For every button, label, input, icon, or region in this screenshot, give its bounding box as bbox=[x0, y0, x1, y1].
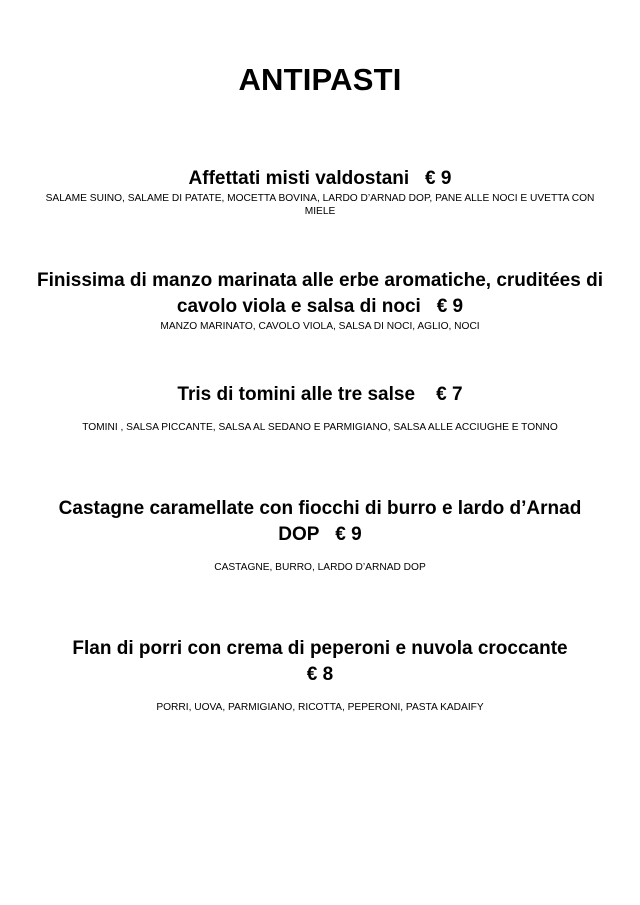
dish-price: € 9 bbox=[436, 296, 464, 317]
menu-item-affettati bbox=[30, 166, 610, 218]
dish-name bbox=[30, 636, 610, 688]
dish-name bbox=[30, 166, 610, 192]
menu-item-flan-porri bbox=[30, 636, 610, 714]
page-title: ANTIPASTI bbox=[238, 62, 402, 97]
menu-item-castagne bbox=[30, 496, 610, 574]
dish-price: € 9 bbox=[335, 524, 362, 545]
dish-ingredients: SALAME SUINO, SALAME DI PATATE, MOCETTA BOVINA, LARDO D’ARNAD DOP, PANE ALLE NOCI E UVETTA CON MIELE bbox=[45, 193, 595, 217]
dish-ingredients: TOMINI , SALSA PICCANTE, SALSA AL SEDANO E PARMIGIANO, SALSA ALLE ACCIUGHE E TONNO bbox=[82, 422, 558, 433]
dish-name-text: Tris di tomini alle tre salse bbox=[177, 384, 416, 405]
dish-name bbox=[30, 382, 610, 408]
menu-item-tris-tomini bbox=[30, 382, 610, 434]
dish-name-text: Affettati misti valdostani bbox=[188, 168, 410, 189]
menu-item-finissima bbox=[30, 268, 610, 333]
dish-price: € 9 bbox=[425, 168, 452, 189]
dish-price: € 7 bbox=[436, 384, 463, 405]
dish-ingredients: CASTAGNE, BURRO, LARDO D’ARNAD DOP bbox=[214, 562, 426, 573]
dish-ingredients: PORRI, UOVA, PARMIGIANO, RICOTTA, PEPERONI, PASTA KADAIFY bbox=[156, 702, 484, 713]
dish-name bbox=[30, 268, 610, 320]
dish-name-text: Flan di porri con crema di peperoni e nuvola croccante bbox=[72, 638, 568, 659]
dish-name bbox=[30, 496, 610, 548]
dish-ingredients: MANZO MARINATO, CAVOLO VIOLA, SALSA DI NOCI, AGLIO, NOCI bbox=[160, 321, 480, 332]
dish-name-text: Castagne caramellate con fiocchi di burro e lardo d’Arnad DOP bbox=[58, 498, 582, 545]
dish-price: € 8 bbox=[306, 664, 334, 685]
dish-name-text: Finissima di manzo marinata alle erbe aromatiche, cruditées di cavolo viola e salsa di noci bbox=[37, 270, 603, 317]
